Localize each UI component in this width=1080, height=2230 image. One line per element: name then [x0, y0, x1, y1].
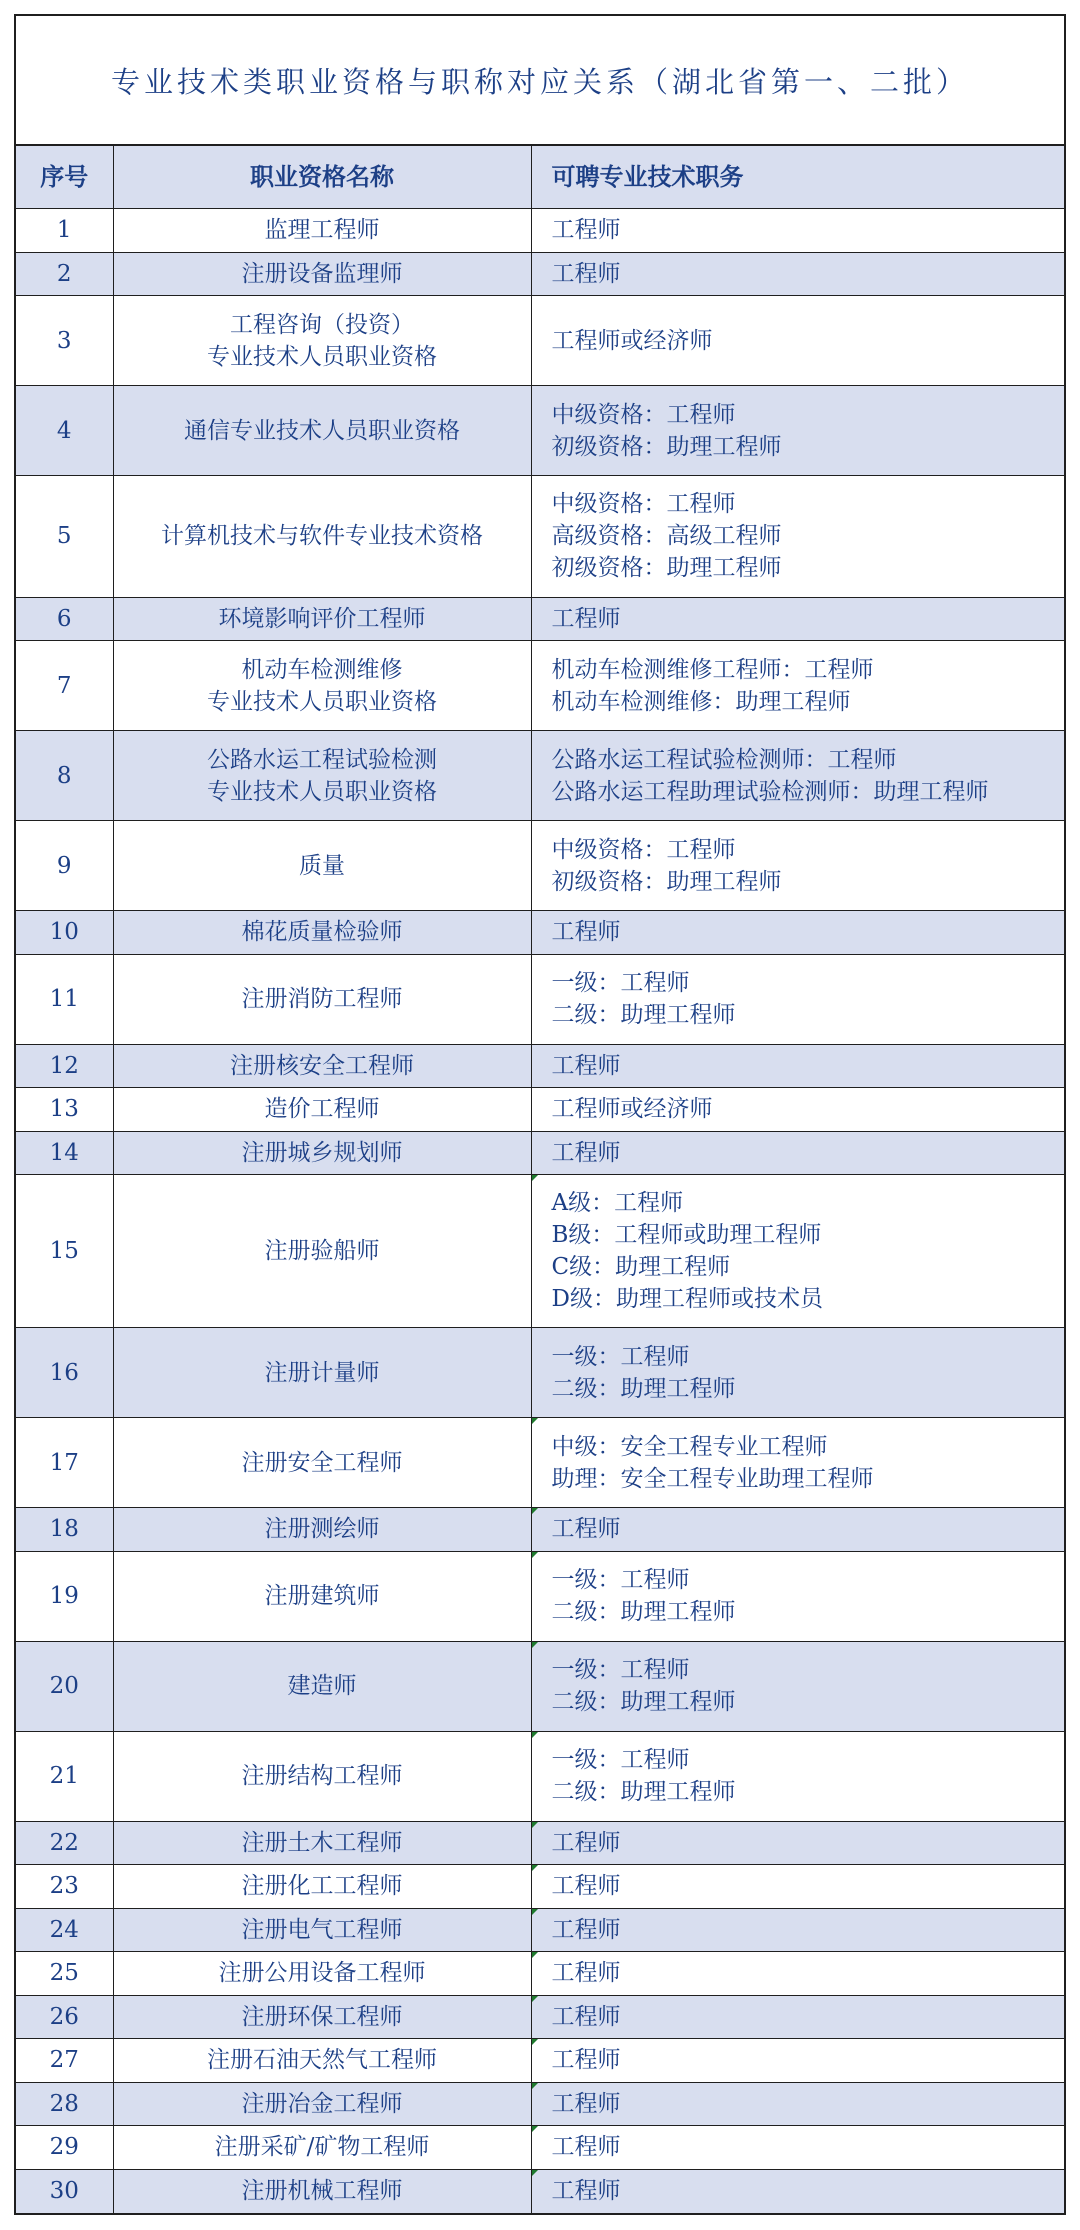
qualification-name-line: 注册城乡规划师: [241, 1139, 403, 1166]
eligible-post: [531, 1088, 1064, 1132]
eligible-post: [531, 1908, 1064, 1952]
qualification-name: [113, 2039, 531, 2083]
table-row: [16, 1821, 1064, 1865]
cell-comment-marker-icon: [532, 1996, 538, 2002]
cell-comment-marker-icon: [532, 2039, 538, 2045]
table-row: [16, 476, 1064, 598]
qualification-name-line: 监理工程师: [264, 217, 380, 244]
table-row: [16, 954, 1064, 1044]
table-body: [16, 209, 1064, 2213]
eligible-post: [531, 1995, 1064, 2039]
eligible-post: [531, 2082, 1064, 2126]
qualification-name-line: 注册公用设备工程师: [218, 1960, 426, 1987]
table-row: [16, 597, 1064, 641]
eligible-post: [531, 821, 1064, 911]
table-row: [16, 1731, 1064, 1821]
qualification-name: [113, 1328, 531, 1418]
qualification-name-line: 工程咨询（投资）: [230, 311, 414, 338]
qualification-name: [113, 911, 531, 955]
qualification-name: [113, 1551, 531, 1641]
eligible-post: [531, 476, 1064, 598]
eligible-post-line: 工程师: [551, 1139, 621, 1166]
table-row: [16, 821, 1064, 911]
cell-comment-marker-icon: [532, 1418, 538, 1424]
eligible-post: [531, 1821, 1064, 1865]
header-no: 序号: [16, 146, 113, 209]
eligible-post-line: 高级资格：高级工程师: [551, 523, 782, 550]
header-post: 可聘专业技术职务: [531, 146, 1064, 209]
eligible-post-line: 工程师或经济师: [551, 327, 713, 354]
eligible-post: [531, 641, 1064, 731]
row-number: 10: [16, 911, 113, 955]
row-number: 8: [16, 731, 113, 821]
cell-comment-marker-icon: [532, 1642, 538, 1648]
eligible-post-line: 二级：助理工程师: [551, 1779, 736, 1805]
table-row: [16, 731, 1064, 821]
row-number: 2: [16, 252, 113, 296]
eligible-post-line: 二级：助理工程师: [551, 1689, 736, 1715]
qualification-name-line: 质量: [299, 852, 345, 879]
row-number: 3: [16, 296, 113, 386]
qualification-name-line: 公路水运工程试验检测: [207, 746, 437, 773]
eligible-post-line: A级：工程师: [551, 1190, 684, 1216]
cell-comment-marker-icon: [532, 1909, 538, 1915]
eligible-post-line: 一级：工程师: [551, 1747, 690, 1773]
row-number: 1: [16, 209, 113, 253]
qualification-name-line: 计算机技术与软件专业技术资格: [161, 523, 483, 550]
eligible-post-line: 二级：助理工程师: [551, 1002, 736, 1028]
qualification-name-line: 注册机械工程师: [241, 2178, 403, 2204]
row-number: 29: [16, 2126, 113, 2170]
qualification-name: [113, 731, 531, 821]
qualification-name: [113, 2082, 531, 2126]
row-number: 23: [16, 1865, 113, 1909]
table-row: [16, 386, 1064, 476]
eligible-post: [531, 731, 1064, 821]
table-row: [16, 209, 1064, 253]
row-number: 7: [16, 641, 113, 731]
eligible-post-line: 机动车检测维修：助理工程师: [551, 688, 851, 715]
cell-comment-marker-icon: [532, 1508, 538, 1514]
eligible-post-line: 工程师: [551, 260, 621, 287]
table-row: [16, 1175, 1064, 1328]
qualification-table-sheet: [14, 14, 1066, 2215]
row-number: 13: [16, 1088, 113, 1132]
eligible-post: [531, 1328, 1064, 1418]
eligible-post-line: 工程师: [551, 919, 621, 946]
eligible-post: [531, 1952, 1064, 1996]
table-row: [16, 1865, 1064, 1909]
eligible-post-line: 工程师: [551, 1960, 621, 1987]
cell-comment-marker-icon: [532, 1952, 538, 1958]
row-number: 24: [16, 1908, 113, 1952]
eligible-post: [531, 954, 1064, 1044]
eligible-post: [531, 296, 1064, 386]
qualification-name-line: 注册石油天然气工程师: [207, 2047, 437, 2074]
eligible-post-line: 工程师: [551, 1052, 621, 1079]
qualification-name: [113, 1508, 531, 1552]
qualification-name-line: 通信专业技术人员职业资格: [184, 417, 460, 444]
row-number: 14: [16, 1131, 113, 1175]
eligible-post-line: 工程师: [551, 2047, 621, 2074]
qualification-name: [113, 476, 531, 598]
row-number: 27: [16, 2039, 113, 2083]
table-row: [16, 1088, 1064, 1132]
qualification-name: [113, 296, 531, 386]
qualification-name-line: 专业技术人员职业资格: [207, 778, 437, 805]
eligible-post-line: 工程师: [551, 2003, 621, 2030]
eligible-post-line: 一级：工程师: [551, 1567, 690, 1593]
eligible-post-line: 工程师: [551, 2178, 621, 2204]
qualification-name-line: 注册土木工程师: [241, 1829, 403, 1856]
eligible-post-line: 工程师: [551, 605, 621, 632]
row-number: 4: [16, 386, 113, 476]
eligible-post-line: 公路水运工程试验检测师：工程师: [551, 746, 897, 773]
eligible-post: [531, 1865, 1064, 1909]
row-number: 11: [16, 954, 113, 1044]
qualification-name: [113, 252, 531, 296]
eligible-post-line: 中级资格：工程师: [551, 836, 736, 863]
qualification-name-line: 专业技术人员职业资格: [207, 688, 437, 715]
table-row: [16, 296, 1064, 386]
qualification-name: [113, 641, 531, 731]
eligible-post: [531, 252, 1064, 296]
header-row: [16, 146, 1064, 209]
table-row: [16, 1418, 1064, 1508]
eligible-post: [531, 597, 1064, 641]
eligible-post: [531, 386, 1064, 476]
table-title: [16, 16, 1064, 146]
qualification-name: [113, 1044, 531, 1088]
row-number: 16: [16, 1328, 113, 1418]
qualification-name-line: 注册建筑师: [264, 1583, 380, 1609]
qualification-table: [16, 146, 1064, 2213]
row-number: 12: [16, 1044, 113, 1088]
eligible-post: [531, 1551, 1064, 1641]
qualification-name-line: 注册电气工程师: [241, 1916, 403, 1943]
eligible-post-line: 一级：工程师: [551, 1343, 690, 1370]
table-row: [16, 2169, 1064, 2213]
eligible-post: [531, 209, 1064, 253]
eligible-post-line: 工程师: [551, 2090, 621, 2117]
eligible-post-line: 二级：助理工程师: [551, 1599, 736, 1625]
eligible-post-line: 中级资格：工程师: [551, 491, 736, 518]
table-row: [16, 1044, 1064, 1088]
table-row: [16, 252, 1064, 296]
row-number: 6: [16, 597, 113, 641]
qualification-name-line: 注册计量师: [264, 1359, 380, 1386]
qualification-name-line: 注册结构工程师: [241, 1763, 403, 1789]
eligible-post: [531, 2039, 1064, 2083]
qualification-name-line: 环境影响评价工程师: [218, 605, 426, 632]
row-number: 17: [16, 1418, 113, 1508]
eligible-post: [531, 1418, 1064, 1508]
eligible-post-line: 工程师: [551, 1829, 621, 1856]
row-number: 20: [16, 1641, 113, 1731]
eligible-post-line: 工程师: [551, 1916, 621, 1943]
cell-comment-marker-icon: [532, 1552, 538, 1558]
eligible-post-line: 初级资格：助理工程师: [551, 555, 782, 582]
qualification-name-line: 注册核安全工程师: [230, 1052, 414, 1079]
table-row: [16, 1508, 1064, 1552]
row-number: 22: [16, 1821, 113, 1865]
table-row: [16, 1641, 1064, 1731]
table-row: [16, 1551, 1064, 1641]
qualification-name: [113, 1418, 531, 1508]
eligible-post: [531, 911, 1064, 955]
qualification-name-line: 建造师: [287, 1673, 357, 1699]
eligible-post: [531, 1731, 1064, 1821]
row-number: 19: [16, 1551, 113, 1641]
qualification-name: [113, 2126, 531, 2170]
eligible-post: [531, 1131, 1064, 1175]
qualification-name-line: 注册化工工程师: [241, 1873, 403, 1900]
eligible-post: [531, 1641, 1064, 1731]
row-number: 5: [16, 476, 113, 598]
eligible-post: [531, 1044, 1064, 1088]
qualification-name: [113, 2169, 531, 2213]
eligible-post-line: 工程师: [551, 1873, 621, 1900]
eligible-post-line: 中级资格：工程师: [551, 401, 736, 428]
cell-comment-marker-icon: [532, 2170, 538, 2176]
table-row: [16, 1328, 1064, 1418]
row-number: 26: [16, 1995, 113, 2039]
qualification-name: [113, 1131, 531, 1175]
eligible-post-line: 机动车检测维修工程师：工程师: [551, 656, 874, 683]
row-number: 30: [16, 2169, 113, 2213]
cell-comment-marker-icon: [532, 2126, 538, 2132]
table-row: [16, 1995, 1064, 2039]
eligible-post-line: 工程师或经济师: [551, 1096, 713, 1123]
qualification-name: [113, 1952, 531, 1996]
eligible-post: [531, 1508, 1064, 1552]
eligible-post-line: 二级：助理工程师: [551, 1375, 736, 1402]
table-row: [16, 2126, 1064, 2170]
qualification-name-line: 注册安全工程师: [241, 1449, 403, 1476]
eligible-post: [531, 1175, 1064, 1328]
eligible-post-line: B级：工程师或助理工程师: [551, 1222, 822, 1248]
table-row: [16, 911, 1064, 955]
cell-comment-marker-icon: [532, 1732, 538, 1738]
qualification-name-line: 注册环保工程师: [241, 2003, 403, 2030]
eligible-post-line: 一级：工程师: [551, 970, 690, 996]
qualification-name: [113, 386, 531, 476]
qualification-name: [113, 1865, 531, 1909]
eligible-post-line: 工程师: [551, 217, 621, 244]
qualification-name: [113, 1995, 531, 2039]
eligible-post-line: D级：助理工程师或技术员: [551, 1286, 823, 1312]
cell-comment-marker-icon: [532, 2083, 538, 2089]
qualification-name-line: 专业技术人员职业资格: [207, 343, 437, 370]
table-row: [16, 641, 1064, 731]
qualification-name: [113, 821, 531, 911]
eligible-post-line: 初级资格：助理工程师: [551, 868, 782, 895]
eligible-post: [531, 2126, 1064, 2170]
qualification-name: [113, 1175, 531, 1328]
eligible-post-line: 工程师: [551, 2134, 621, 2161]
cell-comment-marker-icon: [532, 1865, 538, 1871]
table-row: [16, 1952, 1064, 1996]
qualification-name: [113, 1088, 531, 1132]
qualification-name-line: 棉花质量检验师: [241, 919, 403, 946]
header-name: 职业资格名称: [113, 146, 531, 209]
eligible-post-line: 初级资格：助理工程师: [551, 433, 782, 460]
qualification-name-line: 注册验船师: [264, 1238, 380, 1264]
qualification-name-line: 注册冶金工程师: [241, 2090, 403, 2117]
row-number: 25: [16, 1952, 113, 1996]
eligible-post-line: 工程师: [551, 1516, 621, 1543]
eligible-post-line: 公路水运工程助理试验检测师：助理工程师: [551, 778, 989, 805]
table-title-text: 专业技术类职业资格与职称对应关系（湖北省第一、二批）: [110, 64, 969, 99]
table-row: [16, 2082, 1064, 2126]
qualification-name-line: 造价工程师: [264, 1096, 380, 1123]
qualification-name-line: 机动车检测维修: [241, 656, 403, 683]
row-number: 9: [16, 821, 113, 911]
qualification-name: [113, 597, 531, 641]
qualification-name: [113, 1821, 531, 1865]
row-number: 18: [16, 1508, 113, 1552]
qualification-name: [113, 209, 531, 253]
qualification-name: [113, 1731, 531, 1821]
eligible-post-line: 助理：安全工程专业助理工程师: [551, 1465, 874, 1492]
qualification-name-line: 注册测绘师: [264, 1516, 380, 1543]
cell-comment-marker-icon: [532, 1175, 538, 1181]
row-number: 28: [16, 2082, 113, 2126]
qualification-name-line: 注册消防工程师: [241, 986, 403, 1012]
qualification-name: [113, 1641, 531, 1731]
eligible-post-line: 一级：工程师: [551, 1657, 690, 1683]
table-row: [16, 1131, 1064, 1175]
qualification-name: [113, 954, 531, 1044]
qualification-name-line: 注册设备监理师: [241, 260, 403, 287]
eligible-post: [531, 2169, 1064, 2213]
row-number: 21: [16, 1731, 113, 1821]
row-number: 15: [16, 1175, 113, 1328]
table-row: [16, 1908, 1064, 1952]
qualification-name: [113, 1908, 531, 1952]
table-row: [16, 2039, 1064, 2083]
eligible-post-line: 中级：安全工程专业工程师: [551, 1433, 828, 1460]
cell-comment-marker-icon: [532, 1822, 538, 1828]
eligible-post-line: C级：助理工程师: [551, 1254, 731, 1280]
qualification-name-line: 注册采矿/矿物工程师: [214, 2134, 430, 2161]
